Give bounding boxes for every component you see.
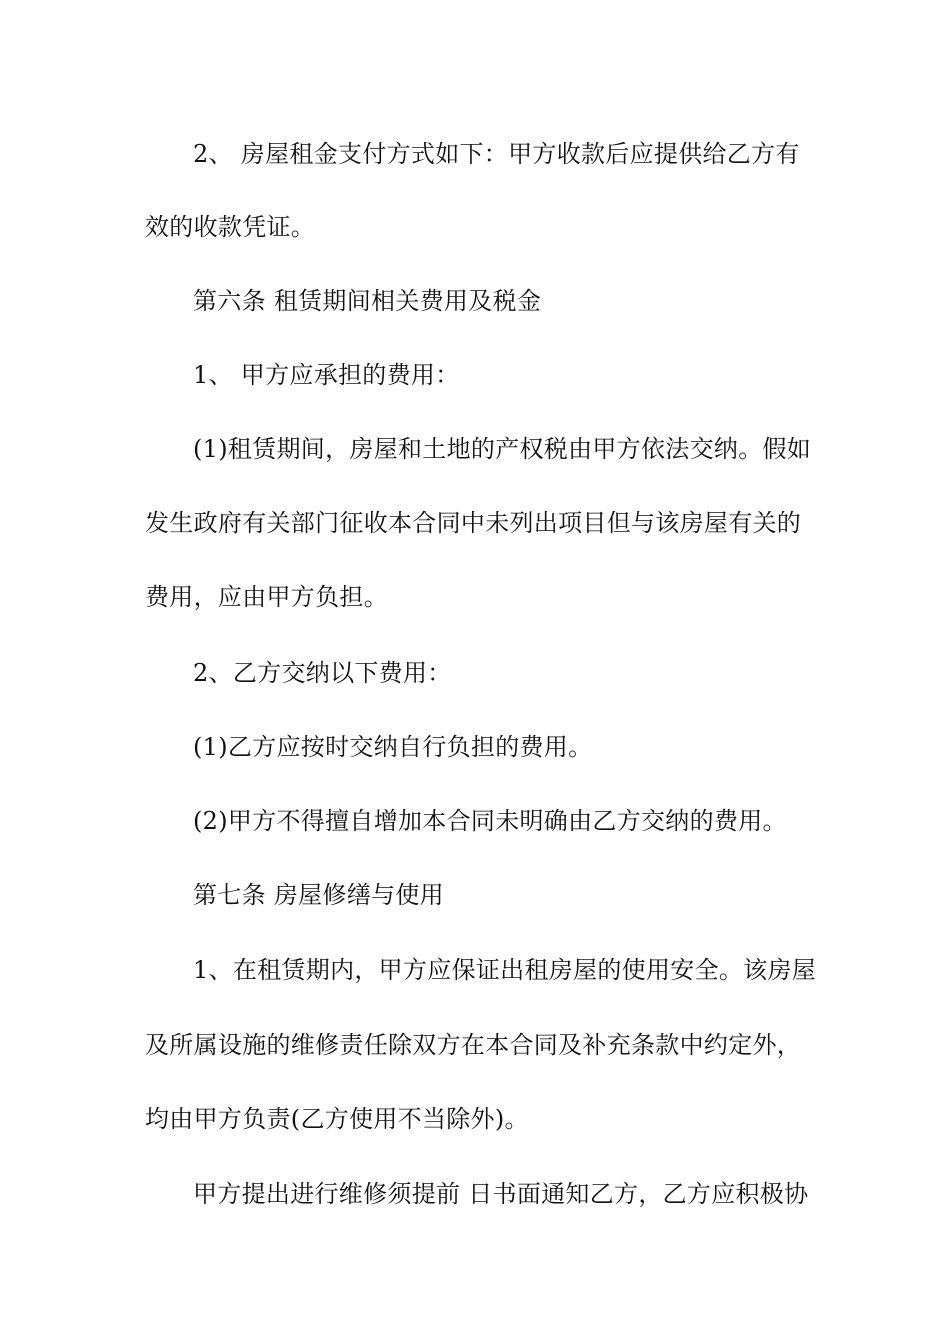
section-heading: 第六条 租赁期间相关费用及税金 bbox=[193, 287, 542, 315]
paragraph-line: 1、 甲方应承担的费用： bbox=[193, 361, 460, 389]
paragraph-line: 均由甲方负责(乙方使用不当除外)。 bbox=[145, 1105, 529, 1133]
section-heading: 第七条 房屋修缮与使用 bbox=[193, 881, 444, 909]
paragraph-line: 费用，应由甲方负担。 bbox=[145, 583, 388, 611]
paragraph-line: (1)乙方应按时交纳自行负担的费用。 bbox=[193, 733, 593, 761]
paragraph-line: (1)租赁期间，房屋和土地的产权税由甲方依法交纳。假如 bbox=[193, 435, 812, 463]
paragraph-line: 2、乙方交纳以下费用： bbox=[193, 659, 452, 687]
paragraph-line: 2、 房屋租金支付方式如下：甲方收款后应提供给乙方有 bbox=[193, 140, 800, 168]
paragraph-line: 发生政府有关部门征收本合同中未列出项目但与该房屋有关的 bbox=[145, 509, 802, 537]
paragraph-line: 1、在租赁期内，甲方应保证出租房屋的使用安全。该房屋 bbox=[193, 956, 817, 984]
paragraph-line: (2)甲方不得擅自增加本合同未明确由乙方交纳的费用。 bbox=[193, 807, 787, 835]
paragraph-line: 及所属设施的维修责任除双方在本合同及补充条款中约定外， bbox=[145, 1031, 802, 1059]
paragraph-line: 甲方提出进行维修须提前 日书面通知乙方，乙方应积极协 bbox=[193, 1180, 809, 1208]
paragraph-line: 效的收款凭证。 bbox=[145, 213, 316, 241]
